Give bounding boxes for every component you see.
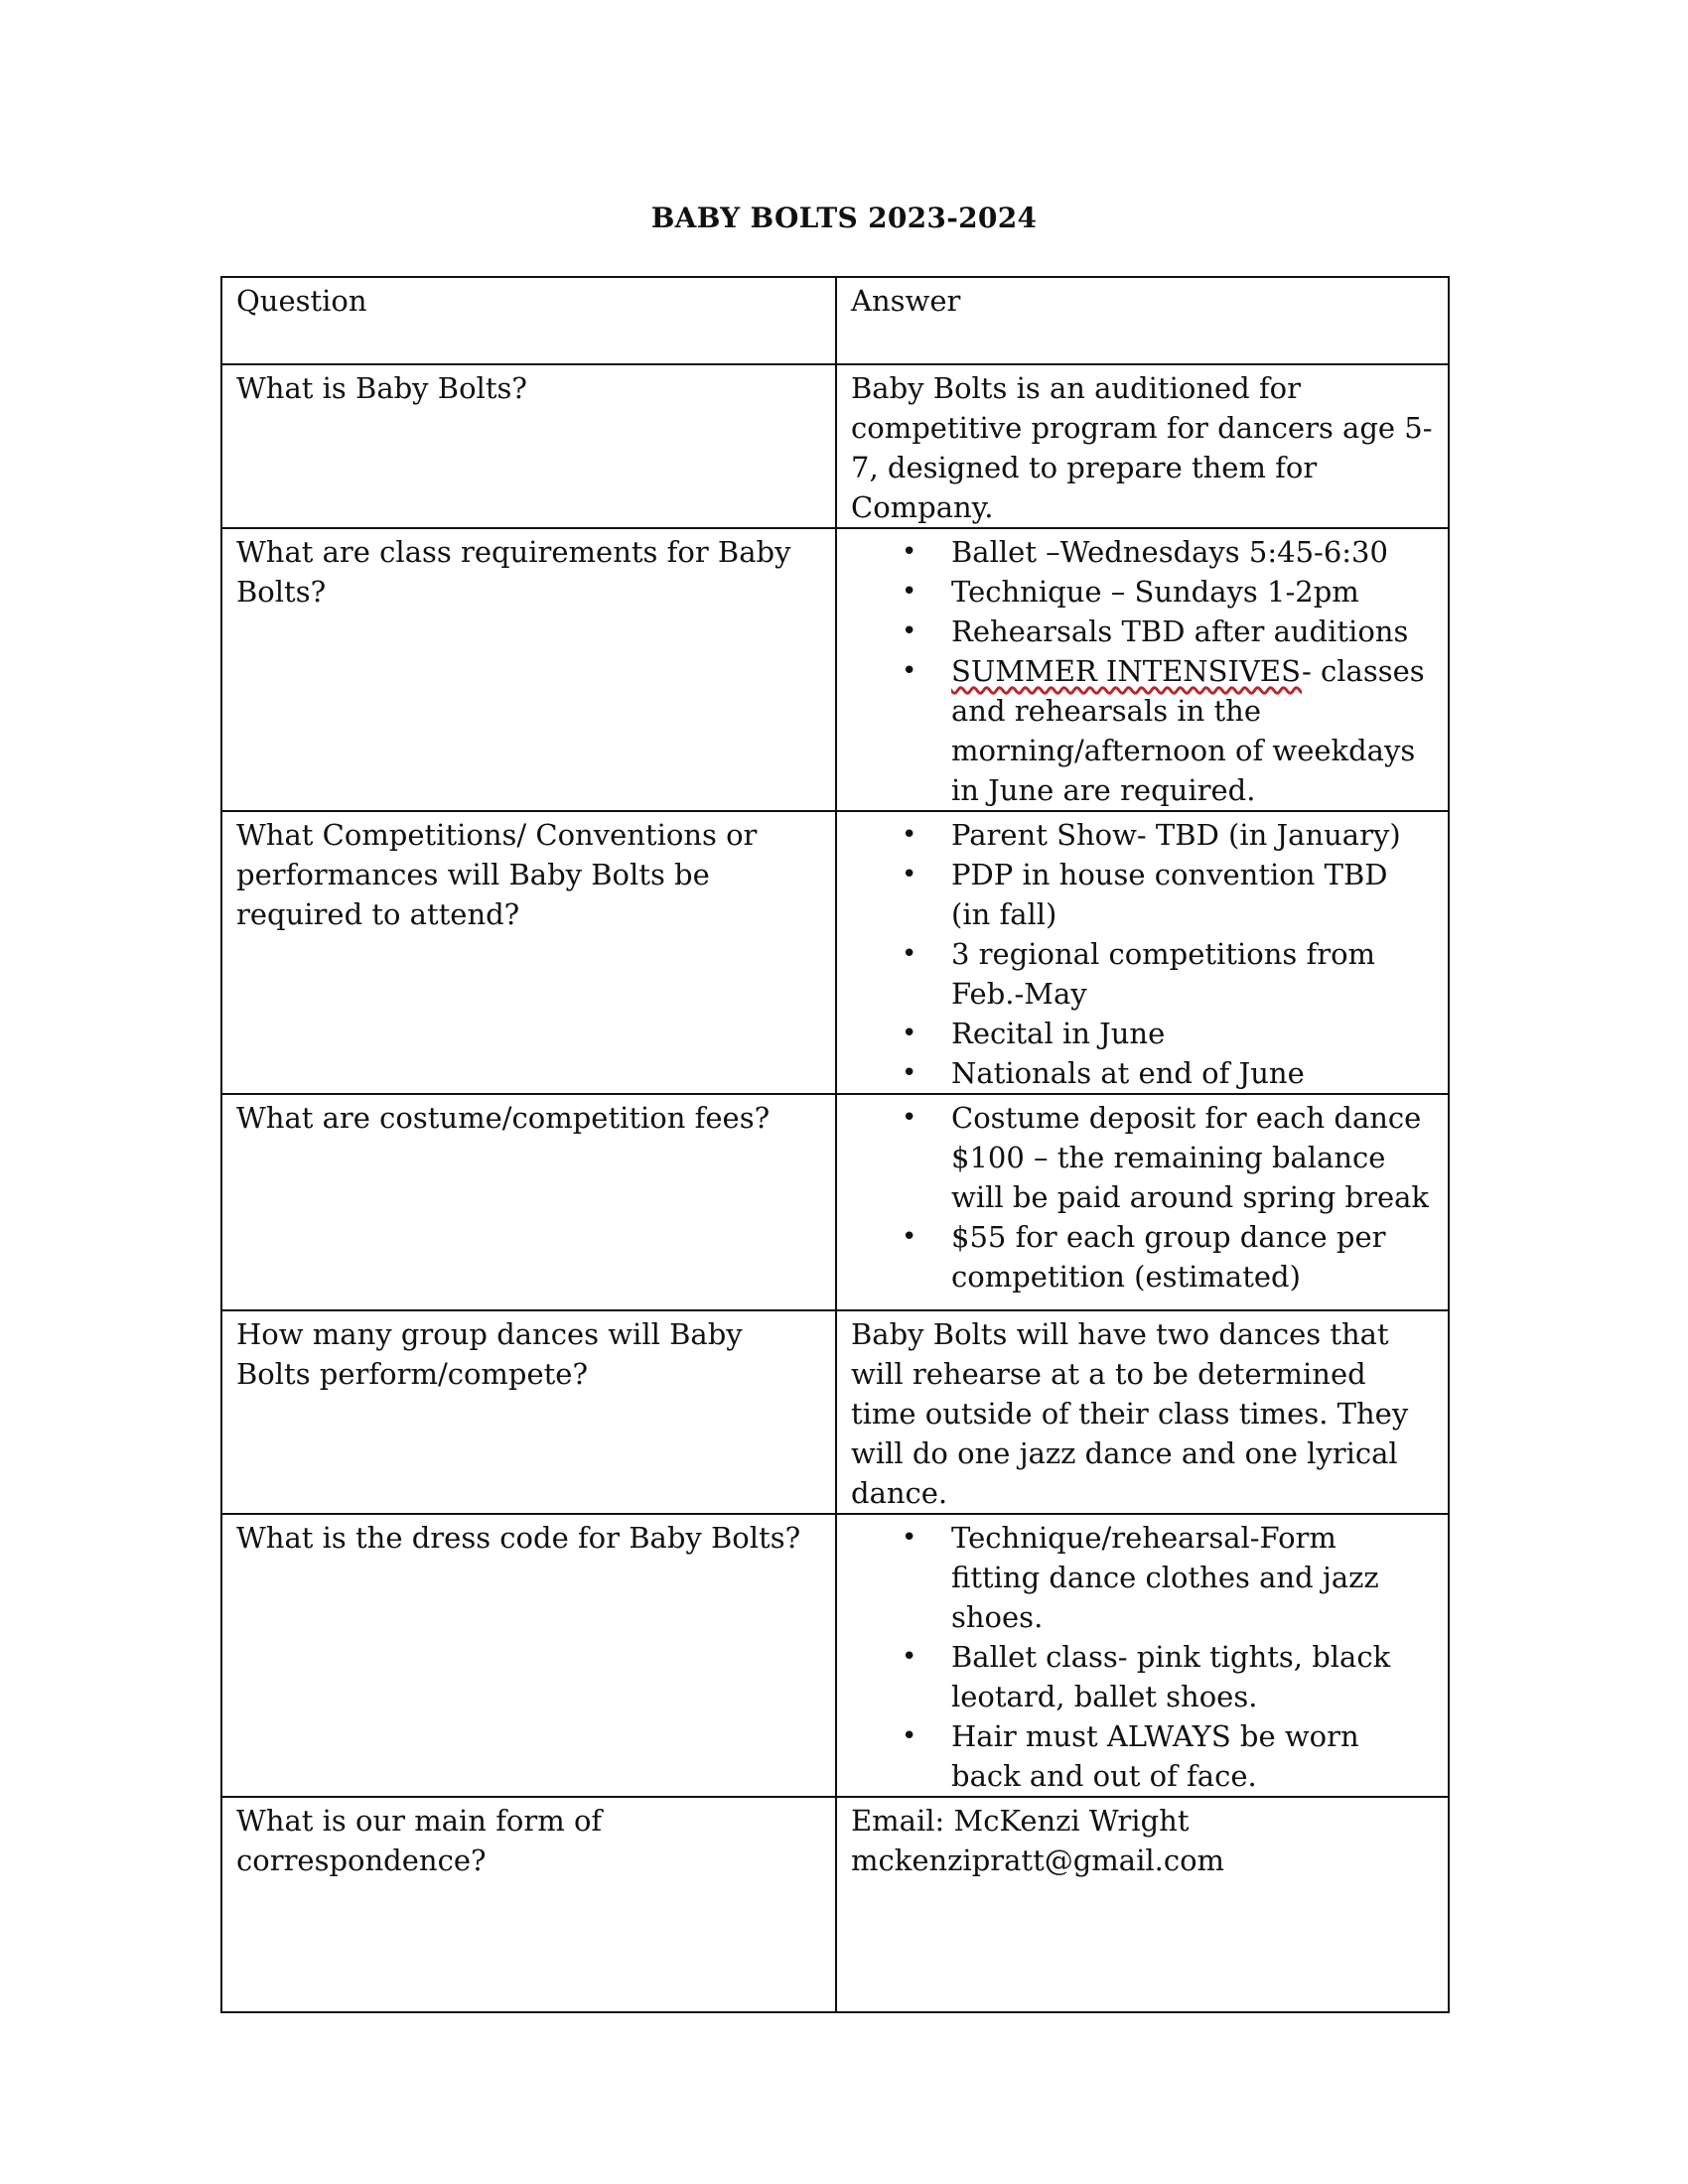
- summer-intensives-text: - classes and rehearsals in the morning/afternoon of weekdays in June are required.: [951, 654, 1425, 807]
- question-cell: What Competitions/ Conventions or performances will Baby Bolts be required to attend?: [221, 811, 836, 1094]
- answer-cell: [836, 1797, 1449, 2012]
- question-cell: What are costume/competition fees?: [221, 1094, 836, 1310]
- table-row: [221, 1797, 1449, 2012]
- contact-name: Email: McKenzi Wright: [851, 1804, 1190, 1838]
- table-row: [221, 1514, 1449, 1797]
- question-cell: What is the dress code for Baby Bolts?: [221, 1514, 836, 1797]
- list-item: • Hair must ALWAYS be worn back and out of face.: [951, 1716, 1434, 1796]
- table-row: [221, 364, 1449, 528]
- list-item: • Technique/rehearsal-Form fitting dance clothes and jazz shoes.: [951, 1518, 1434, 1637]
- bullet-list: [851, 815, 1434, 1093]
- header-answer: Answer: [836, 277, 1449, 364]
- list-item: • Ballet class- pink tights, black leotard, ballet shoes.: [951, 1637, 1434, 1716]
- answer-cell: Baby Bolts is an auditioned for competitive program for dancers age 5-7, designed to prepare them for Company.: [836, 364, 1449, 528]
- list-item: • Technique – Sundays 1-2pm: [951, 572, 1434, 612]
- list-item: • $55 for each group dance per competition (estimated): [951, 1217, 1434, 1297]
- table-row: [221, 1310, 1449, 1514]
- list-item: • 3 regional competitions from Feb.-May: [951, 934, 1434, 1014]
- table-row: [221, 811, 1449, 1094]
- answer-cell: [836, 1094, 1449, 1310]
- list-item: • Ballet –Wednesdays 5:45-6:30: [951, 532, 1434, 572]
- bullet-list: [851, 1518, 1434, 1796]
- list-item: • Nationals at end of June: [951, 1053, 1434, 1093]
- list-item: • Recital in June: [951, 1014, 1434, 1053]
- list-item: • Parent Show- TBD (in January): [951, 815, 1434, 855]
- answer-cell: [836, 1514, 1449, 1797]
- list-item: • PDP in house convention TBD (in fall): [951, 855, 1434, 934]
- table-header-row: [221, 277, 1449, 364]
- answer-cell: [836, 811, 1449, 1094]
- faq-table: [220, 276, 1450, 2013]
- list-item: [951, 651, 1434, 810]
- answer-cell: [836, 528, 1449, 811]
- question-cell: What is our main form of correspondence?: [221, 1797, 836, 2012]
- table-row: [221, 1094, 1449, 1310]
- table-row: [221, 528, 1449, 811]
- bullet-list: [851, 532, 1434, 810]
- list-item: • Costume deposit for each dance $100 – the remaining balance will be paid around spring break: [951, 1098, 1434, 1217]
- summer-intensives-label: SUMMER INTENSIVES: [951, 654, 1302, 688]
- answer-cell: Baby Bolts will have two dances that will rehearse at a to be determined time outside of their class times. They will do one jazz dance and one lyrical dance.: [836, 1310, 1449, 1514]
- document-title: BABY BOLTS 2023-2024: [650, 202, 1038, 234]
- header-question: Question: [221, 277, 836, 364]
- question-cell: What is Baby Bolts?: [221, 364, 836, 528]
- bullet-list: [851, 1098, 1434, 1297]
- question-cell: How many group dances will Baby Bolts perform/compete?: [221, 1310, 836, 1514]
- list-item: • Rehearsals TBD after auditions: [951, 612, 1434, 651]
- question-cell: What are class requirements for Baby Bolts?: [221, 528, 836, 811]
- contact-email: mckenzipratt@gmail.com: [851, 1843, 1225, 1877]
